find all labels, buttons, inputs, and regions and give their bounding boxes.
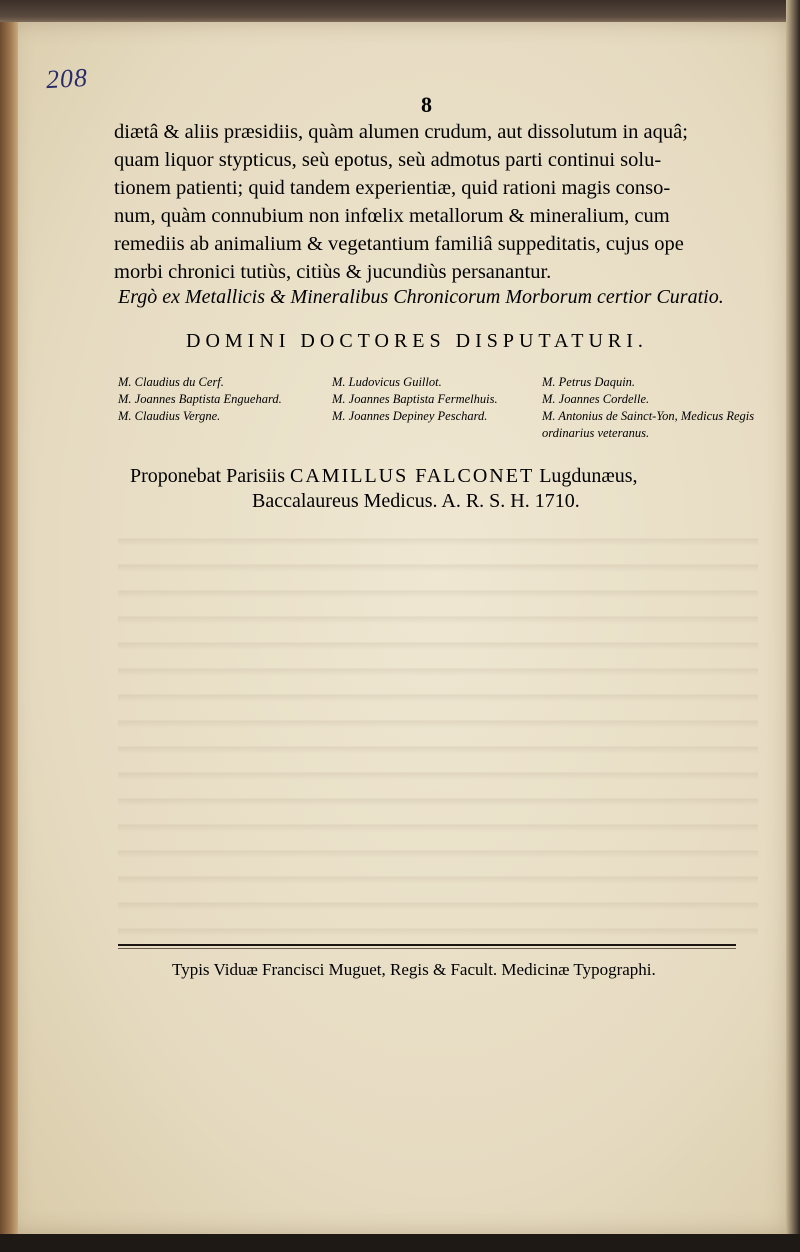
doctor-name: M. Petrus Daquin. <box>542 375 636 389</box>
page-edge <box>786 0 800 1252</box>
doctor-column-1 <box>118 374 328 425</box>
proponent-origin: Lugdunæus, <box>539 465 638 487</box>
doctor-column-3 <box>542 374 767 442</box>
proponent-line-1 <box>130 464 638 489</box>
book-top-edge <box>0 0 800 24</box>
divider-rule <box>118 944 736 946</box>
body-paragraph <box>114 118 754 286</box>
handwritten-folio-number: 208 <box>45 62 89 95</box>
doctor-name: M. Joannes Depiney Peschard. <box>332 409 488 423</box>
body-line: morbi chronici tutiùs, citiùs & jucundiùs persanantur. <box>114 261 552 283</box>
divider-rule-thin <box>118 948 736 949</box>
body-line: diætâ & aliis præsidiis, quàm alumen crudum, aut dissolutum in aquâ; <box>114 121 688 143</box>
doctor-name: M. Antonius de Sainct-Yon, Medicus Regis ordinarius veteranus. <box>542 409 755 440</box>
signature-mark: 8 <box>421 92 432 117</box>
printer-imprint: Typis Viduæ Francisci Muguet, Regis & Facult. Medicinæ Typographi. <box>172 960 656 979</box>
book-bottom-edge <box>0 1234 800 1252</box>
doctor-name: M. Claudius du Cerf. <box>118 375 224 389</box>
doctor-name: M. Claudius Vergne. <box>118 409 221 423</box>
bleed-through-text <box>118 520 758 940</box>
doctor-name: M. Joannes Cordelle. <box>542 392 650 406</box>
thesis-conclusion: Ergò ex Metallicis & Mineralibus Chronicorum Morborum certior Curatio. <box>118 286 724 308</box>
doctor-name: M. Ludovicus Guillot. <box>332 375 442 389</box>
body-line: tionem patienti; quid tandem experientiæ, quid rationi magis conso- <box>114 177 671 199</box>
book-spine <box>0 22 18 1234</box>
body-line: quam liquor stypticus, seù epotus, seù admotus parti continui solu- <box>114 149 662 171</box>
proponent-block <box>130 464 638 514</box>
proponent-prefix: Proponebat Parisiis <box>130 465 285 487</box>
proponent-line-2: Baccalaureus Medicus. A. R. S. H. 1710. <box>252 490 580 512</box>
body-line: remediis ab animalium & vegetantium familiâ suppeditatis, cujus ope <box>114 233 684 255</box>
doctor-name: M. Joannes Baptista Fermelhuis. <box>332 392 498 406</box>
doctors-heading: DOMINI DOCTORES DISPUTATURI. <box>186 330 648 352</box>
doctor-column-2 <box>332 374 537 425</box>
proponent-name: CAMILLUS FALCONET <box>290 465 535 487</box>
body-line: num, quàm connubium non infœlix metallorum & mineralium, cum <box>114 205 670 227</box>
doctor-name: M. Joannes Baptista Enguehard. <box>118 392 282 406</box>
